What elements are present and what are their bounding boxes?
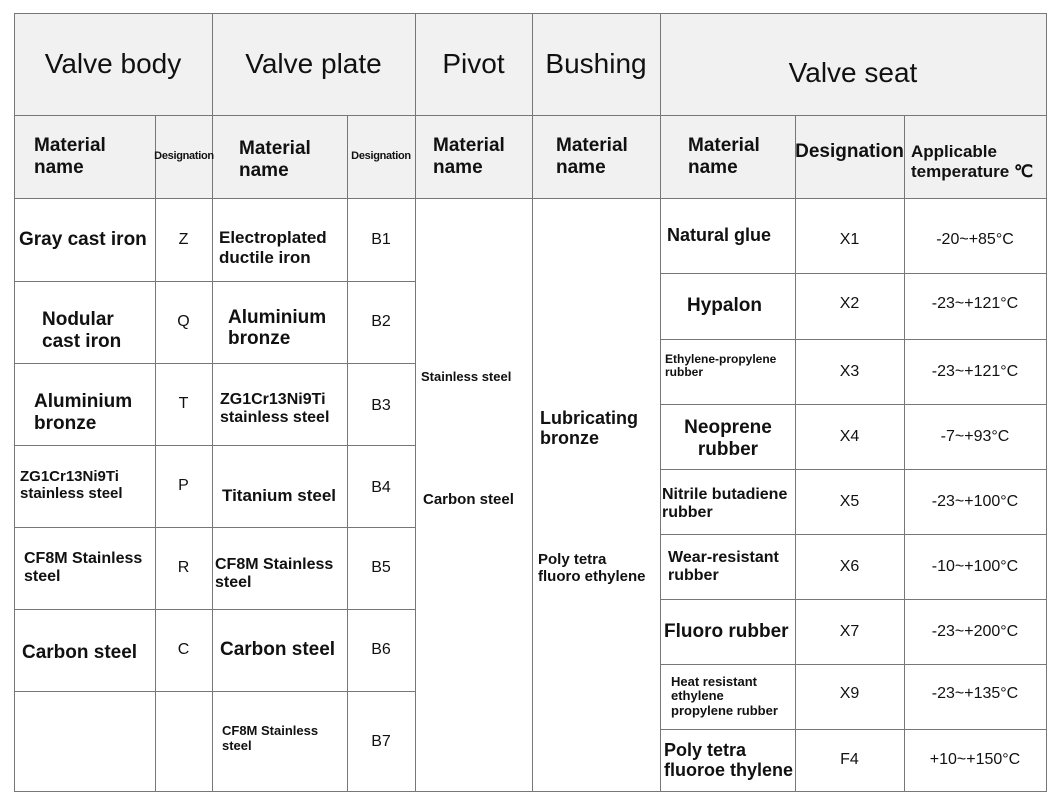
body-material: Carbon steel (22, 642, 138, 664)
plate-designation: B5 (371, 559, 391, 577)
body-material: ZG1Cr13Ni9Ti stainless steel (20, 468, 123, 502)
column-header-bushing-material: Material name (556, 135, 628, 178)
group-header-valve-plate: Valve plate (245, 48, 382, 80)
seat-material: Heat resistant ethylene propylene rubber (671, 673, 778, 718)
body-designation: C (177, 641, 190, 659)
seat-temperature: -7~+93°C (940, 427, 1010, 445)
seat-temperature: +10~+150°C (929, 751, 1021, 769)
seat-temperature: -23~+121°C (931, 362, 1019, 380)
table-border-right (1046, 13, 1047, 792)
pivot-material: Stainless steel (421, 368, 512, 384)
column-header-seat-temperature: Applicable temperature ℃ (911, 142, 1034, 181)
seat-temperature: -23~+121°C (931, 295, 1019, 313)
plate-designation: B2 (371, 313, 391, 331)
seat-material: Neoprene rubber (684, 417, 772, 460)
bushing-material: Poly tetra fluoro ethylene (538, 551, 646, 585)
body-designation: T (178, 395, 189, 413)
seat-designation: X4 (839, 427, 860, 445)
plate-material: Electroplated ductile iron (219, 228, 327, 267)
seat-material: Nitrile butadiene rubber (662, 485, 788, 521)
column-header-seat-designation: Designation (795, 140, 904, 162)
seat-temperature: -23~+100°C (931, 492, 1019, 510)
body-material: CF8M Stainless steel (24, 550, 143, 585)
seat-designation: X6 (839, 557, 860, 575)
seat-designation: X1 (839, 230, 860, 248)
column-divider (532, 13, 533, 792)
seat-temperature: -10~+100°C (931, 557, 1019, 575)
seat-temperature: -23~+135°C (931, 684, 1019, 702)
seat-designation: X5 (839, 492, 860, 510)
seat-material: Natural glue (667, 225, 772, 246)
plate-material: Carbon steel (220, 639, 336, 661)
column-divider (660, 13, 661, 792)
body-designation: P (178, 477, 189, 495)
table-border-bottom (14, 791, 1047, 792)
column-header-body-material: Material name (34, 135, 106, 178)
seat-designation: F4 (840, 751, 859, 769)
plate-material: CF8M Stainless steel (222, 723, 319, 753)
body-designation: Q (177, 313, 190, 331)
column-header-pivot-material: Material name (433, 135, 505, 178)
bushing-material: Lubricating bronze (540, 407, 638, 448)
group-header-valve-body: Valve body (44, 48, 182, 80)
seat-designation: X7 (839, 622, 860, 640)
seat-designation: X2 (839, 295, 860, 313)
seat-designation: X9 (839, 684, 860, 702)
body-designation: Z (178, 230, 189, 248)
seat-designation: X3 (839, 362, 860, 380)
seat-material: Ethylene-propylene rubber (665, 351, 777, 379)
group-header-bushing: Bushing (545, 48, 647, 80)
column-header-plate-material: Material name (239, 138, 311, 181)
pivot-material: Carbon steel (423, 490, 514, 508)
plate-material: Titanium steel (222, 486, 336, 506)
seat-material: Poly tetra fluoroe thylene (664, 739, 794, 780)
body-material: Gray cast iron (19, 228, 147, 250)
plate-material: ZG1Cr13Ni9Ti stainless steel (220, 391, 330, 426)
plate-material: CF8M Stainless steel (215, 556, 334, 591)
seat-material: Wear-resistant rubber (668, 548, 779, 584)
plate-designation: B6 (371, 641, 391, 659)
column-header-body-designation: Designation (154, 150, 214, 163)
seat-temperature: -23~+200°C (931, 622, 1019, 640)
column-header-plate-designation: Designation (351, 150, 411, 163)
table-border-left (14, 13, 15, 792)
body-material: Nodular cast iron (42, 309, 122, 352)
body-material: Aluminium bronze (34, 391, 133, 434)
plate-designation: B3 (371, 397, 391, 415)
seat-material: Hypalon (687, 295, 762, 317)
seat-material: Fluoro rubber (664, 620, 789, 642)
group-header-valve-seat: Valve seat (788, 57, 918, 89)
seat-temperature: -20~+85°C (936, 230, 1014, 248)
plate-designation: B4 (371, 479, 391, 497)
plate-material: Aluminium bronze (228, 306, 327, 349)
group-header-pivot: Pivot (442, 48, 505, 80)
body-designation: R (177, 559, 190, 577)
plate-designation: B1 (371, 230, 391, 248)
column-header-seat-material: Material name (688, 135, 760, 178)
plate-designation: B7 (371, 733, 391, 751)
